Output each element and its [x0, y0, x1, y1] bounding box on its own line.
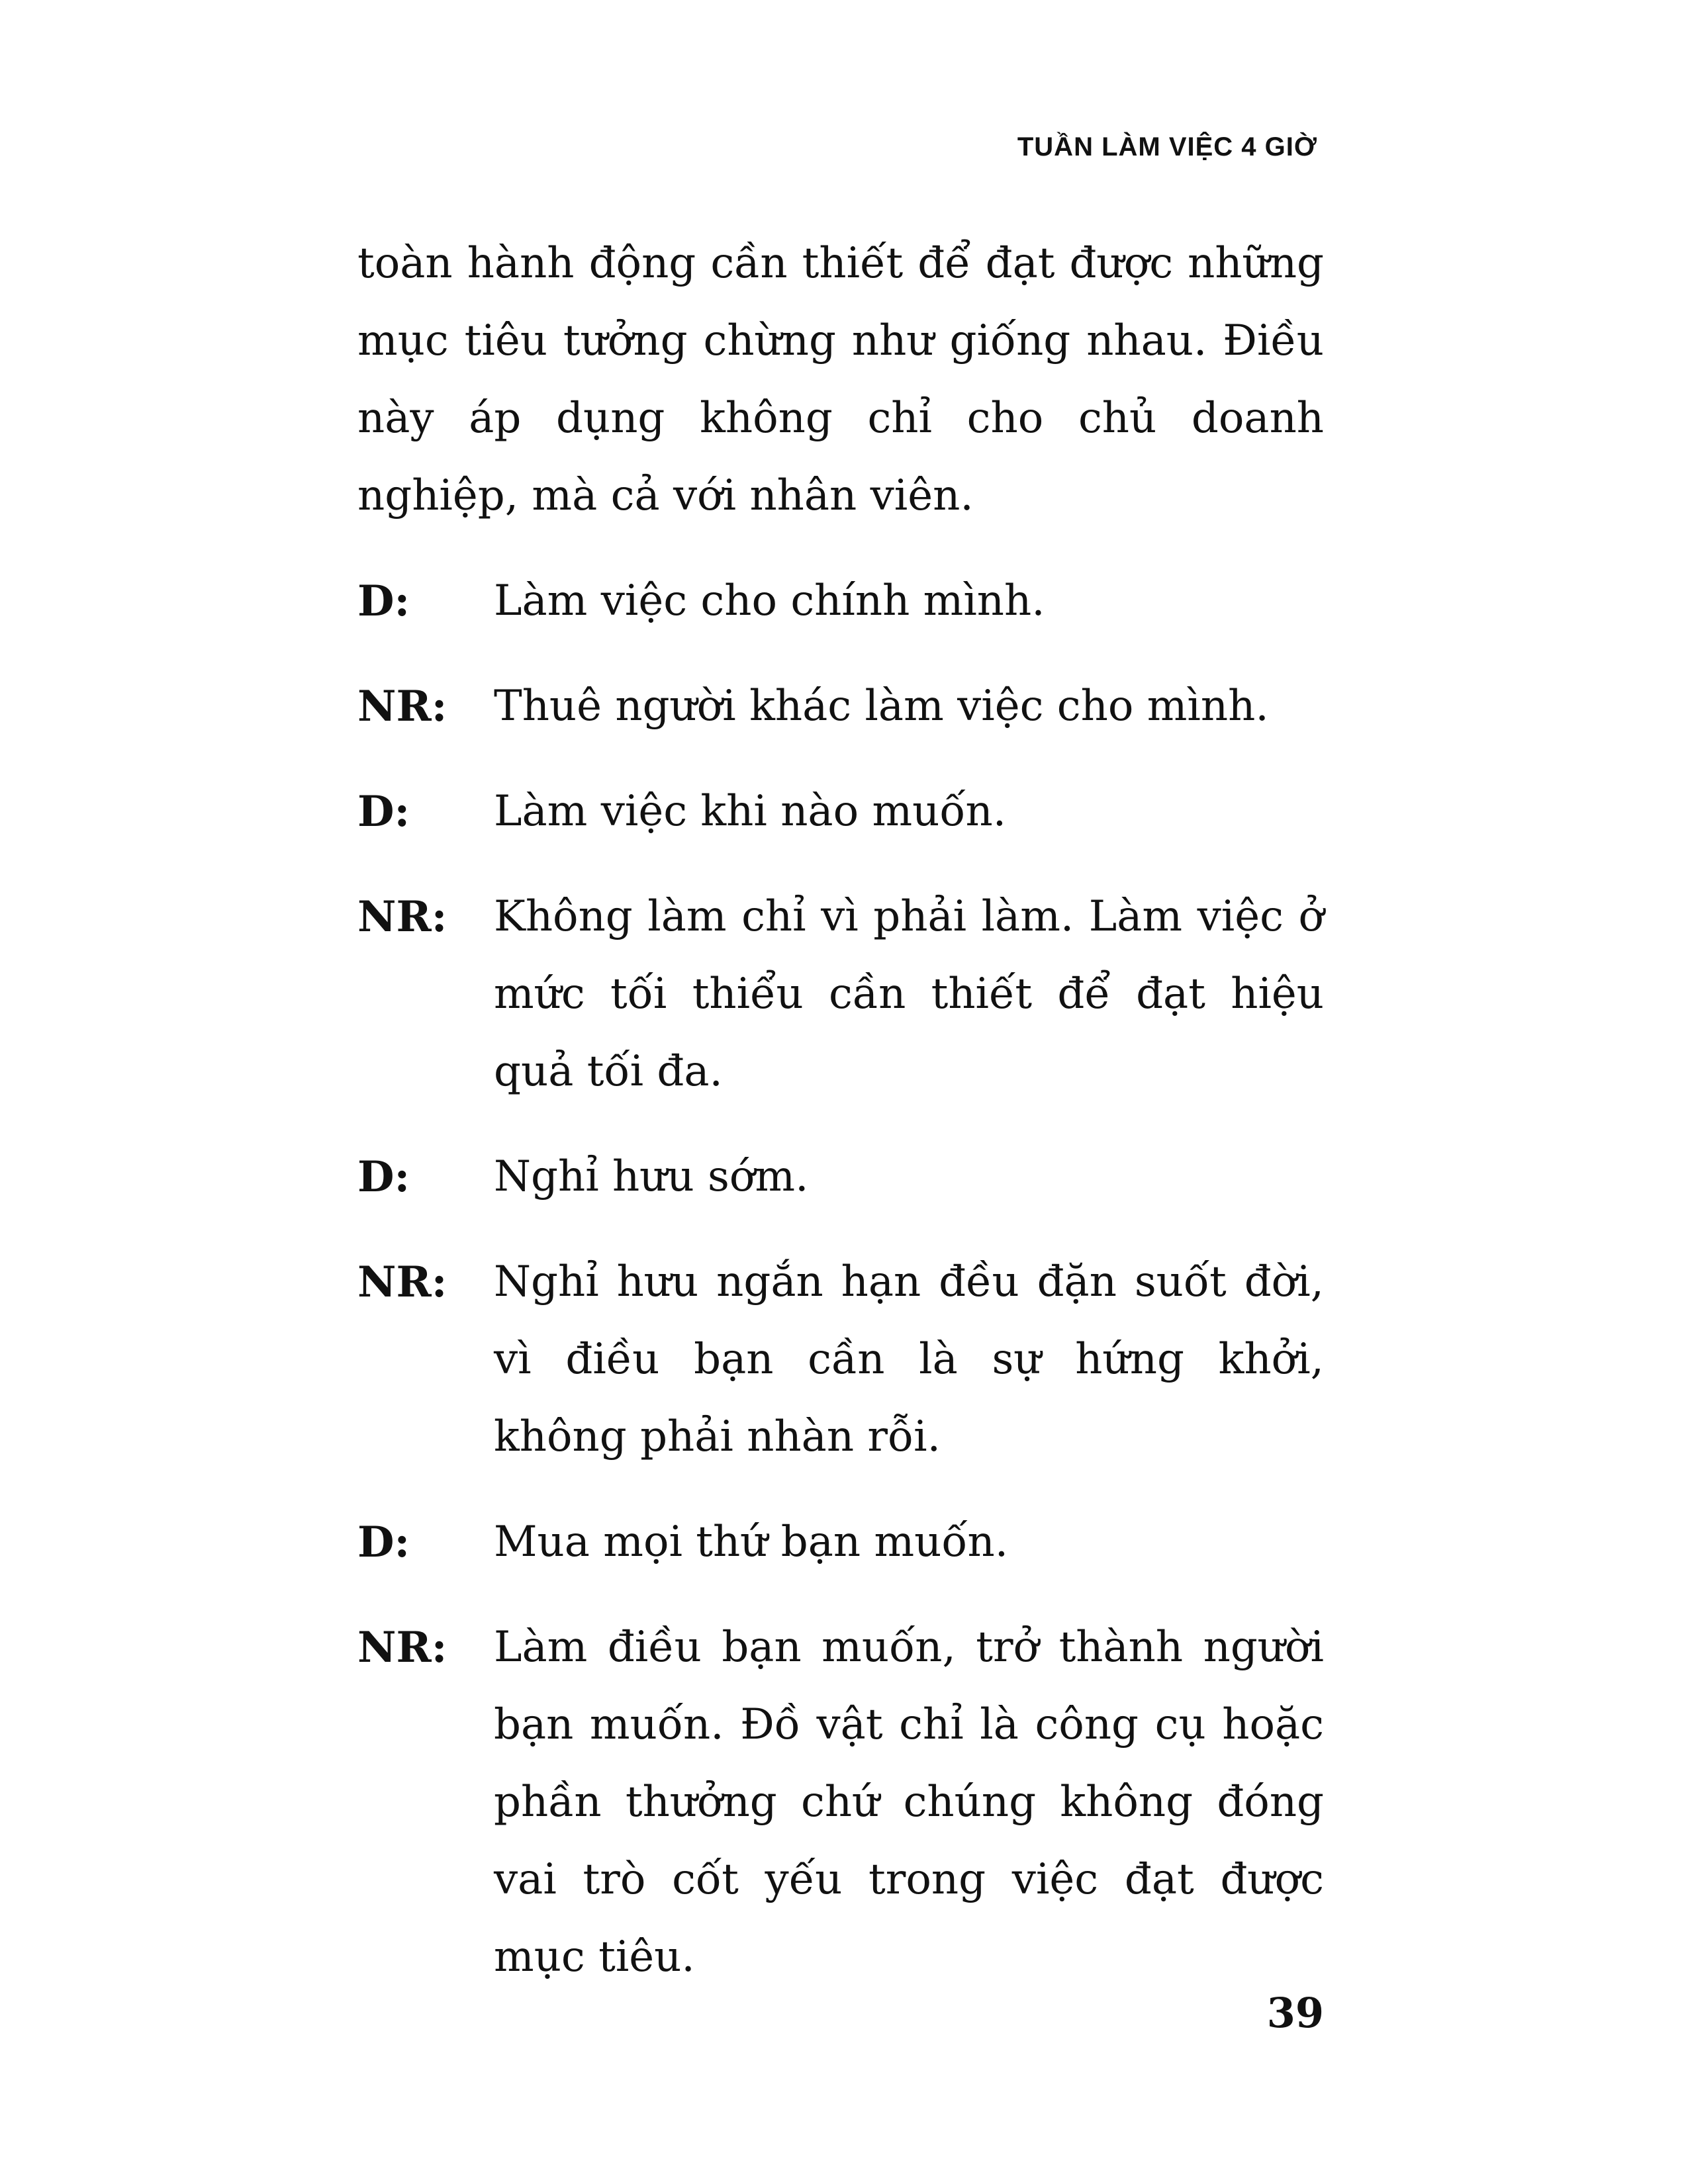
speaker-label: D:	[357, 787, 410, 837]
speaker-label: NR:	[357, 682, 447, 731]
speaker-label: D:	[357, 576, 410, 626]
dialog-row	[357, 1504, 1324, 1581]
dialog-row	[357, 1244, 1324, 1476]
speaker-label: NR:	[357, 1257, 447, 1307]
page-number: 39	[1266, 1989, 1324, 2037]
dialog-text: Thuê người khác làm việc cho mình.	[494, 682, 1269, 731]
dialog-row	[357, 1609, 1324, 1996]
speaker-label: NR:	[357, 892, 447, 942]
speaker-label: NR:	[357, 1623, 447, 1672]
dialog-text: Nghỉ hưu ngắn hạn đều đặn suốt đời, vì điều bạn cần là sự hứng khởi, không phải nhàn rỗi.	[494, 1257, 1324, 1461]
dialog-row	[357, 773, 1324, 850]
dialog-text: Làm điều bạn muốn, trở thành người bạn muốn. Đồ vật chỉ là công cụ hoặc phần thưởng chứ chúng không đóng vai trò cốt yếu trong việc đạt được mục tiêu.	[494, 1623, 1324, 1981]
dialog-row	[357, 878, 1324, 1111]
dialog-text: Nghỉ hưu sớm.	[494, 1152, 809, 1201]
speaker-label: D:	[357, 1152, 410, 1202]
dialog-text: Mua mọi thứ bạn muốn.	[494, 1518, 1009, 1567]
dialog-text: Làm việc cho chính mình.	[494, 576, 1045, 625]
dialog-text: Làm việc khi nào muốn.	[494, 787, 1007, 836]
dialog-row	[357, 563, 1324, 640]
page-body	[357, 225, 1324, 2024]
dialog-text: Không làm chỉ vì phải làm. Làm việc ở mức tối thiểu cần thiết để đạt hiệu quả tối đa.	[494, 892, 1324, 1096]
dialog-row	[357, 668, 1324, 745]
running-header: TUẦN LÀM VIỆC 4 GIỜ	[1017, 132, 1317, 161]
intro-paragraph: toàn hành động cần thiết để đạt được những mục tiêu tưởng chừng như giống nhau. Điều này áp dụng không chỉ cho chủ doanh nghiệp, mà cả với nhân viên.	[357, 239, 1324, 520]
dialog-row	[357, 1138, 1324, 1216]
speaker-label: D:	[357, 1518, 410, 1567]
